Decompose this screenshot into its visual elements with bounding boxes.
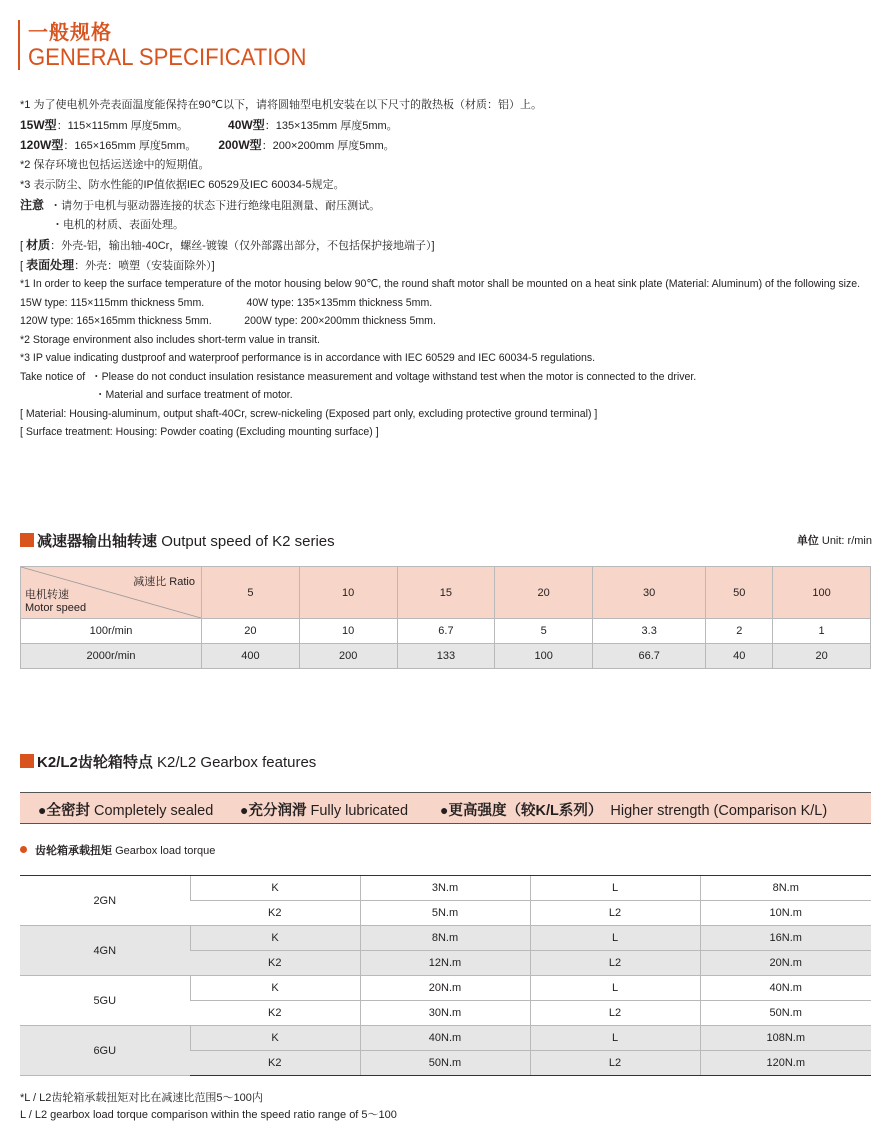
table-row (20, 1026, 871, 1051)
bullet-icon: ● (440, 802, 449, 818)
output-speed-table (20, 566, 871, 669)
torque-value-cell: 16N.m (700, 926, 871, 951)
note-cn-surface: [ 表面处理：外壳：喷塑（安装面除外）] (20, 258, 215, 272)
table-corner-cell (21, 567, 202, 619)
gear-type-cell: L2 (530, 951, 700, 976)
torque-value-cell: 30N.m (360, 1001, 530, 1026)
torque-value-cell: 10N.m (700, 901, 871, 926)
page-title-cn: 一般规格 (28, 22, 112, 44)
speed-value-cell: 40 (706, 644, 773, 669)
gear-type-cell: L (530, 1026, 700, 1051)
gear-type-cell: K2 (190, 1001, 360, 1026)
gear-type-cell: K2 (190, 951, 360, 976)
speed-unit: 单位 Unit: r/min (796, 535, 872, 547)
speed-value-cell: 2 (706, 619, 773, 644)
gear-type-cell: K2 (190, 1051, 360, 1076)
bullet-icon: ● (240, 802, 249, 818)
motor-speed-cell: 100r/min (21, 619, 202, 644)
table-row (21, 619, 871, 644)
gear-type-cell: K2 (190, 901, 360, 926)
model-cell: 6GU (20, 1026, 190, 1076)
page-title-en: GENERAL SPECIFICATION (28, 44, 307, 71)
table-header-row (21, 567, 871, 619)
speed-value-cell: 1 (773, 619, 871, 644)
torque-value-cell: 20N.m (700, 951, 871, 976)
note-en-material: [ Material: Housing-aluminum, output shaft-40Cr, screw-nickeling (Exposed part only, excluding protective ground terminal) ] (20, 407, 598, 420)
torque-subtitle: 齿轮箱承载扭矩 Gearbox load torque (20, 842, 215, 858)
section-square-icon (20, 533, 34, 547)
torque-value-cell: 5N.m (360, 901, 530, 926)
speed-value-cell: 200 (299, 644, 397, 669)
table-row (20, 926, 871, 951)
note-cn-2: *2 保存环境也包括运送途中的短期值。 (20, 159, 210, 171)
speed-value-cell: 100 (495, 644, 593, 669)
orange-dot-icon (20, 846, 27, 853)
note-en-120w-200w: 120W type: 165×165mm thickness 5mm. 200W type: 200×200mm thickness 5mm. (20, 315, 436, 327)
speed-value-cell: 20 (773, 644, 871, 669)
note-cn-caution: 注意 ・请勿于电机与驱动器连接的状态下进行绝缘电阻测量、耐压测试。 (20, 198, 381, 212)
corner-speed-label: 电机转速 Motor speed (25, 589, 87, 614)
torque-value-cell: 12N.m (360, 951, 530, 976)
torque-value-cell: 3N.m (360, 876, 530, 901)
ratio-header: 50 (706, 567, 773, 619)
speed-value-cell: 20 (202, 619, 300, 644)
note-cn-material: [ 材质：外壳-铝，输出轴-40Cr，螺丝-镀镍（仅外部露出部分，不包括保护接地端子）] (20, 238, 435, 252)
ratio-header: 100 (773, 567, 871, 619)
model-cell: 4GN (20, 926, 190, 976)
gear-type-cell: L (530, 926, 700, 951)
bullet-icon: ● (38, 802, 47, 818)
torque-value-cell: 40N.m (360, 1026, 530, 1051)
torque-value-cell: 20N.m (360, 976, 530, 1001)
speed-value-cell: 6.7 (397, 619, 495, 644)
speed-value-cell: 400 (202, 644, 300, 669)
note-cn-15w-40w: 15W型：115×115mm 厚度5mm。 40W型：135×135mm 厚度5mm。 (20, 118, 398, 132)
gearbox-section-title: K2/L2齿轮箱特点 K2/L2 Gearbox features (20, 751, 316, 772)
ratio-header: 20 (495, 567, 593, 619)
note-en-notice-1: Take notice of ・Please do not conduct insulation resistance measurement and voltage withstand test when the motor is connected to the driver. (20, 370, 697, 383)
note-cn-3: *3 表示防尘、防水性能的IP值依据IEC 60529及IEC 60034-5规定。 (20, 179, 345, 191)
note-en-notice-2: ・Material and surface treatment of motor. (94, 389, 293, 401)
gear-type-cell: L2 (530, 901, 700, 926)
speed-value-cell: 3.3 (593, 619, 706, 644)
table-row (20, 976, 871, 1001)
gear-type-cell: K (190, 976, 360, 1001)
gear-type-cell: K (190, 926, 360, 951)
note-en-2: *2 Storage environment also includes short-term value in transit. (20, 333, 320, 346)
corner-ratio-label: 减速比 Ratio (133, 576, 195, 588)
gear-type-cell: K (190, 876, 360, 901)
torque-footnote (20, 1090, 397, 1124)
feature-item: ●充分润滑 Fully lubricated (240, 802, 409, 819)
torque-value-cell: 8N.m (700, 876, 871, 901)
feature-item: ●更高强度（较K/L系列） Higher strength (Comparison K/L) (440, 802, 828, 819)
ratio-header: 5 (202, 567, 300, 619)
note-en-1: *1 In order to keep the surface temperature of the motor housing below 90℃, the round shaft motor shall be mounted on a heat sink plate (Material: Aluminum) of the following size. (20, 278, 861, 290)
table-row (21, 644, 871, 669)
footnote-cn: *L / L2齿轮箱承载扭矩对比在减速比范围5～100内 (20, 1092, 263, 1104)
gearbox-features-bar (20, 792, 871, 824)
model-cell: 5GU (20, 976, 190, 1026)
note-en-3: *3 IP value indicating dustproof and waterproof performance is in accordance with IEC 60529 and IEC 60034-5 regulations. (20, 352, 596, 364)
torque-value-cell: 8N.m (360, 926, 530, 951)
speed-section-title: 减速器输出轴转速 Output speed of K2 series (20, 530, 335, 551)
footnote-en: L / L2 gearbox load torque comparison within the speed ratio range of 5～100 (20, 1109, 397, 1121)
gear-type-cell: L (530, 876, 700, 901)
ratio-header: 15 (397, 567, 495, 619)
torque-value-cell: 50N.m (700, 1001, 871, 1026)
speed-value-cell: 66.7 (593, 644, 706, 669)
ratio-header: 10 (299, 567, 397, 619)
torque-value-cell: 40N.m (700, 976, 871, 1001)
gear-type-cell: L2 (530, 1051, 700, 1076)
ratio-header: 30 (593, 567, 706, 619)
speed-value-cell: 133 (397, 644, 495, 669)
feature-item: ●全密封 Completely sealed (38, 802, 214, 819)
gear-type-cell: K (190, 1026, 360, 1051)
model-cell: 2GN (20, 876, 190, 926)
gearbox-torque-table (20, 875, 871, 1076)
note-en-surface: [ Surface treatment: Housing: Powder coating (Excluding mounting surface) ] (20, 426, 379, 438)
motor-speed-cell: 2000r/min (21, 644, 202, 669)
gear-type-cell: L2 (530, 1001, 700, 1026)
note-en-15w-40w: 15W type: 115×115mm thickness 5mm. 40W type: 135×135mm thickness 5mm. (20, 296, 433, 309)
note-cn-120w-200w: 120W型：165×165mm 厚度5mm。 200W型：200×200mm 厚度5mm。 (20, 138, 395, 152)
speed-value-cell: 10 (299, 619, 397, 644)
specification-notes (20, 95, 880, 442)
note-cn-1: *1 为了使电机外壳表面温度能保持在90℃以下，请将圆轴型电机安装在以下尺寸的散热板（材质：铝）上。 (20, 99, 543, 111)
torque-value-cell: 50N.m (360, 1051, 530, 1076)
table-row (20, 876, 871, 901)
gear-type-cell: L (530, 976, 700, 1001)
speed-value-cell: 5 (495, 619, 593, 644)
header-accent-bar (18, 20, 20, 70)
torque-value-cell: 108N.m (700, 1026, 871, 1051)
torque-value-cell: 120N.m (700, 1051, 871, 1076)
note-cn-caution-2: ・电机的材质、表面处理。 (52, 219, 184, 231)
section-square-icon (20, 754, 34, 768)
